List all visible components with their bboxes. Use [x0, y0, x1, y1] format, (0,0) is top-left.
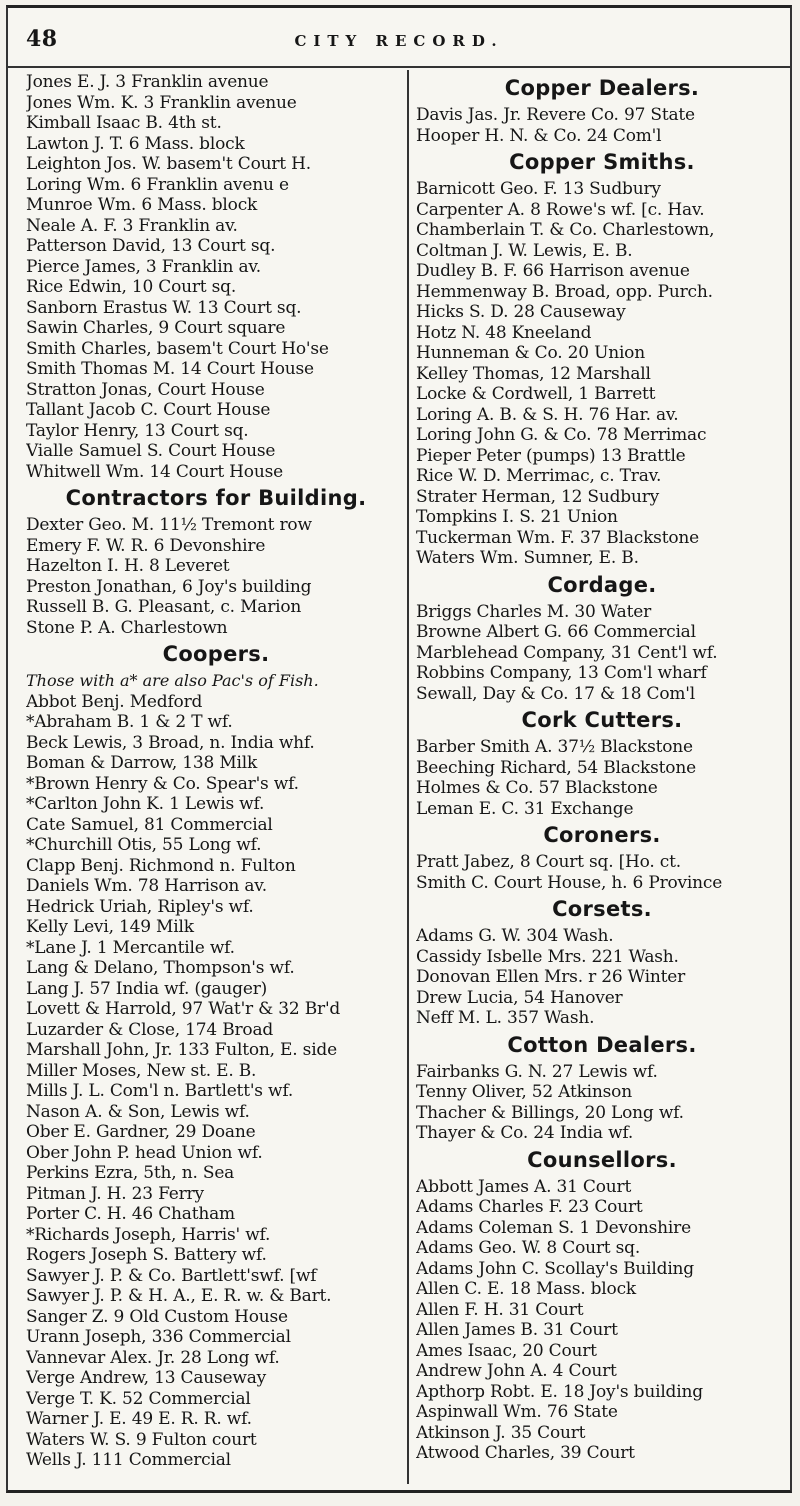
directory-entry: *Abraham B. 1 & 2 T wf. — [26, 712, 233, 732]
directory-entry: Ober John P. head Union wf. — [26, 1142, 263, 1163]
directory-entry: Thacher & Billings, 20 Long wf. — [416, 1102, 684, 1123]
directory-entry: Abbot Benj. Medford — [26, 691, 203, 712]
directory-entry: Adams G. W. 304 Wash. — [416, 926, 614, 946]
directory-entry: Sewall, Day & Co. 17 & 18 Com'l — [416, 683, 696, 704]
directory-entry: Beck Lewis, 3 Broad, n. India whf. — [26, 732, 315, 753]
directory-entry: Preston Jonathan, 6 Joy's building — [26, 576, 312, 597]
directory-entry: Jones Wm. K. 3 Franklin avenue — [26, 92, 297, 113]
directory-entry: Urann Joseph, 336 Commercial — [26, 1327, 291, 1347]
section-heading: Copper Smiths. — [509, 150, 695, 174]
directory-entry: Adams Geo. W. 8 Court sq. — [416, 1238, 641, 1258]
directory-entry: Verge T. K. 52 Commercial — [26, 1388, 251, 1409]
directory-entry: Mills J. L. Com'l n. Bartlett's wf. — [26, 1081, 294, 1101]
directory-entry: Beeching Richard, 54 Blackstone — [416, 757, 696, 778]
directory-entry: Sanborn Erastus W. 13 Court sq. — [26, 297, 302, 318]
directory-entry: Allen James B. 31 Court — [416, 1320, 618, 1340]
column-divider — [407, 70, 409, 1484]
directory-entry: Atkinson J. 35 Court — [416, 1422, 586, 1443]
directory-entry: Pierce James, 3 Franklin av. — [26, 256, 261, 277]
directory-entry: Davis Jas. Jr. Revere Co. 97 State — [416, 105, 695, 125]
directory-entry: Patterson David, 13 Court sq. — [26, 236, 276, 256]
section-heading: Cork Cutters. — [521, 708, 683, 732]
directory-entry: Pitman J. H. 23 Ferry — [26, 1183, 204, 1204]
directory-entry: Waters Wm. Sumner, E. B. — [416, 548, 639, 568]
directory-entry: *Lane J. 1 Mercantile wf. — [26, 937, 235, 958]
directory-entry: Strater Herman, 12 Sudbury — [416, 486, 660, 507]
directory-entry: Verge Andrew, 13 Causeway — [26, 1368, 267, 1388]
directory-entry: Hunneman & Co. 20 Union — [416, 343, 645, 363]
directory-entry: Tompkins I. S. 21 Union — [416, 507, 618, 527]
directory-entry: Lang & Delano, Thompson's wf. — [26, 958, 295, 978]
directory-entry: Neale A. F. 3 Franklin av. — [26, 215, 238, 236]
directory-entry: Lang J. 57 India wf. (gauger) — [26, 978, 268, 999]
directory-entry: Daniels Wm. 78 Harrison av. — [26, 876, 267, 896]
directory-entry: Rice W. D. Merrimac, c. Trav. — [416, 466, 662, 486]
directory-entry: Loring A. B. & S. H. 76 Har. av. — [416, 404, 679, 425]
section-heading: Coopers. — [162, 642, 270, 666]
directory-entry: Emery F. W. R. 6 Devonshire — [26, 535, 266, 556]
directory-entry: Marshall John, Jr. 133 Fulton, E. side — [26, 1040, 337, 1060]
directory-entry: Marblehead Company, 31 Cent'l wf. — [416, 642, 718, 663]
running-title: CITY RECORD. — [294, 32, 504, 50]
page-number: 48 — [26, 26, 58, 52]
directory-entry: Aspinwall Wm. 76 State — [416, 1402, 618, 1422]
directory-entry: Adams Coleman S. 1 Devonshire — [416, 1217, 691, 1238]
directory-entry: Coltman J. W. Lewis, E. B. — [416, 240, 633, 261]
directory-entry: Holmes & Co. 57 Blackstone — [416, 778, 658, 798]
directory-entry: Smith C. Court House, h. 6 Province — [416, 872, 723, 893]
directory-entry: Browne Albert G. 66 Commercial — [416, 622, 696, 642]
directory-entry: Allen C. E. 18 Mass. block — [416, 1279, 637, 1299]
directory-entry: Chamberlain T. & Co. Charlestown, — [416, 220, 715, 240]
left-column — [26, 72, 406, 1482]
directory-entry: *Brown Henry & Co. Spear's wf. — [26, 773, 299, 794]
directory-entry: Porter C. H. 46 Chatham — [26, 1204, 235, 1224]
directory-entry: Adams John C. Scollay's Building — [416, 1258, 694, 1279]
directory-entry: Drew Lucia, 54 Hanover — [416, 987, 623, 1008]
directory-entry: Leman E. C. 31 Exchange — [416, 798, 634, 819]
directory-entry: Loring John G. & Co. 78 Merrimac — [416, 425, 707, 445]
directory-entry: Stone P. A. Charlestown — [26, 617, 228, 638]
directory-entry: Sawyer J. P. & Co. Bartlett'swf. [wf — [26, 1265, 317, 1286]
directory-entry: Jones E. J. 3 Franklin avenue — [26, 72, 269, 92]
section-note: Those with a* are also Pac's of Fish. — [26, 671, 319, 690]
directory-entry: Wells J. 111 Commercial — [26, 1450, 231, 1470]
directory-entry: Kimball Isaac B. 4th st. — [26, 113, 222, 133]
directory-entry: Luzarder & Close, 174 Broad — [26, 1019, 274, 1040]
directory-entry: Kelley Thomas, 12 Marshall — [416, 363, 651, 384]
directory-entry: Tallant Jacob C. Court House — [26, 400, 271, 420]
directory-entry: *Churchill Otis, 55 Long wf. — [26, 835, 262, 855]
directory-entry: Tenny Oliver, 52 Atkinson — [416, 1082, 632, 1102]
section-heading: Cotton Dealers. — [507, 1032, 697, 1057]
directory-entry: Andrew John A. 4 Court — [416, 1361, 617, 1381]
section-heading: Counsellors. — [527, 1147, 677, 1172]
section-heading: Copper Dealers. — [504, 76, 700, 100]
section-heading: Contractors for Building. — [65, 486, 367, 510]
right-column — [416, 72, 788, 1482]
section-heading: Coroners. — [543, 823, 661, 847]
directory-entry: Fairbanks G. N. 27 Lewis wf. — [416, 1061, 658, 1082]
section-heading: Cordage. — [547, 572, 657, 597]
directory-entry: Rice Edwin, 10 Court sq. — [26, 277, 237, 297]
directory-entry: Sawyer J. P. & H. A., E. R. w. & Bart. — [26, 1286, 332, 1306]
directory-page — [6, 5, 792, 1493]
directory-entry: Warner J. E. 49 E. R. R. wf. — [26, 1409, 252, 1429]
directory-entry: Lovett & Harrold, 97 Wat'r & 32 Br'd — [26, 999, 341, 1019]
directory-entry: Hotz N. 48 Kneeland — [416, 322, 592, 343]
directory-entry: Dudley B. F. 66 Harrison avenue — [416, 261, 690, 281]
directory-entry: *Carlton John K. 1 Lewis wf. — [26, 794, 265, 814]
directory-entry: Munroe Wm. 6 Mass. block — [26, 195, 258, 215]
directory-entry: Adams Charles F. 23 Court — [416, 1197, 643, 1217]
section-heading: Corsets. — [552, 897, 652, 921]
directory-entry: Vialle Samuel S. Court House — [26, 441, 276, 461]
directory-entry: Clapp Benj. Richmond n. Fulton — [26, 855, 296, 876]
directory-entry: Cassidy Isbelle Mrs. 221 Wash. — [416, 946, 679, 967]
directory-entry: Atwood Charles, 39 Court — [416, 1443, 635, 1463]
directory-entry: Perkins Ezra, 5th, n. Sea — [26, 1163, 235, 1183]
directory-entry: Taylor Henry, 13 Court sq. — [26, 420, 249, 441]
directory-entry: Rogers Joseph S. Battery wf. — [26, 1245, 267, 1265]
directory-entry: Neff M. L. 357 Wash. — [416, 1008, 595, 1028]
directory-entry: Miller Moses, New st. E. B. — [26, 1060, 257, 1081]
directory-entry: Briggs Charles M. 30 Water — [416, 601, 651, 622]
directory-entry: Robbins Company, 13 Com'l wharf — [416, 663, 707, 683]
directory-entry: Locke & Cordwell, 1 Barrett — [416, 384, 656, 404]
directory-entry: Barber Smith A. 37½ Blackstone — [416, 737, 693, 757]
directory-entry: Tuckerman Wm. F. 37 Blackstone — [416, 527, 699, 548]
directory-entry: Sanger Z. 9 Old Custom House — [26, 1306, 288, 1327]
directory-entry: Boman & Darrow, 138 Milk — [26, 753, 258, 773]
directory-entry: Thayer & Co. 24 India wf. — [416, 1123, 634, 1143]
directory-entry: Donovan Ellen Mrs. r 26 Winter — [416, 967, 686, 987]
directory-entry: Hedrick Uriah, Ripley's wf. — [26, 896, 254, 917]
directory-entry: Hicks S. D. 28 Causeway — [416, 302, 626, 322]
directory-entry: *Richards Joseph, Harris' wf. — [26, 1224, 271, 1245]
directory-entry: Pratt Jabez, 8 Court sq. [Ho. ct. — [416, 852, 681, 872]
directory-entry: Loring Wm. 6 Franklin avenu e — [26, 174, 289, 195]
directory-entry: Apthorp Robt. E. 18 Joy's building — [416, 1381, 703, 1402]
directory-entry: Lawton J. T. 6 Mass. block — [26, 133, 245, 154]
directory-entry: Cate Samuel, 81 Commercial — [26, 814, 273, 835]
directory-entry: Ames Isaac, 20 Court — [416, 1340, 597, 1361]
directory-entry: Smith Charles, basem't Court Ho'se — [26, 338, 329, 359]
directory-entry: Abbott James A. 31 Court — [416, 1176, 632, 1197]
directory-entry: Nason A. & Son, Lewis wf. — [26, 1101, 250, 1122]
directory-entry: Hemmenway B. Broad, opp. Purch. — [416, 281, 713, 302]
directory-entry: Hazelton I. H. 8 Leveret — [26, 556, 230, 576]
directory-entry: Ober E. Gardner, 29 Doane — [26, 1122, 256, 1142]
page-header — [8, 8, 790, 68]
directory-entry: Kelly Levi, 149 Milk — [26, 917, 194, 937]
directory-entry: Barnicott Geo. F. 13 Sudbury — [416, 179, 661, 199]
directory-entry: Vannevar Alex. Jr. 28 Long wf. — [26, 1347, 280, 1368]
directory-entry: Stratton Jonas, Court House — [26, 379, 265, 400]
directory-entry: Allen F. H. 31 Court — [416, 1299, 584, 1320]
directory-entry: Leighton Jos. W. basem't Court H. — [26, 154, 311, 174]
directory-entry: Dexter Geo. M. 11½ Tremont row — [26, 515, 312, 535]
directory-entry: Russell B. G. Pleasant, c. Marion — [26, 597, 302, 617]
directory-entry: Whitwell Wm. 14 Court House — [26, 461, 283, 482]
directory-entry: Waters W. S. 9 Fulton court — [26, 1429, 257, 1450]
directory-entry: Pieper Peter (pumps) 13 Brattle — [416, 445, 686, 466]
directory-entry: Carpenter A. 8 Rowe's wf. [c. Hav. — [416, 199, 705, 220]
directory-entry: Hooper H. N. & Co. 24 Com'l — [416, 125, 662, 146]
directory-entry: Sawin Charles, 9 Court square — [26, 318, 286, 338]
directory-entry: Smith Thomas M. 14 Court House — [26, 359, 314, 379]
